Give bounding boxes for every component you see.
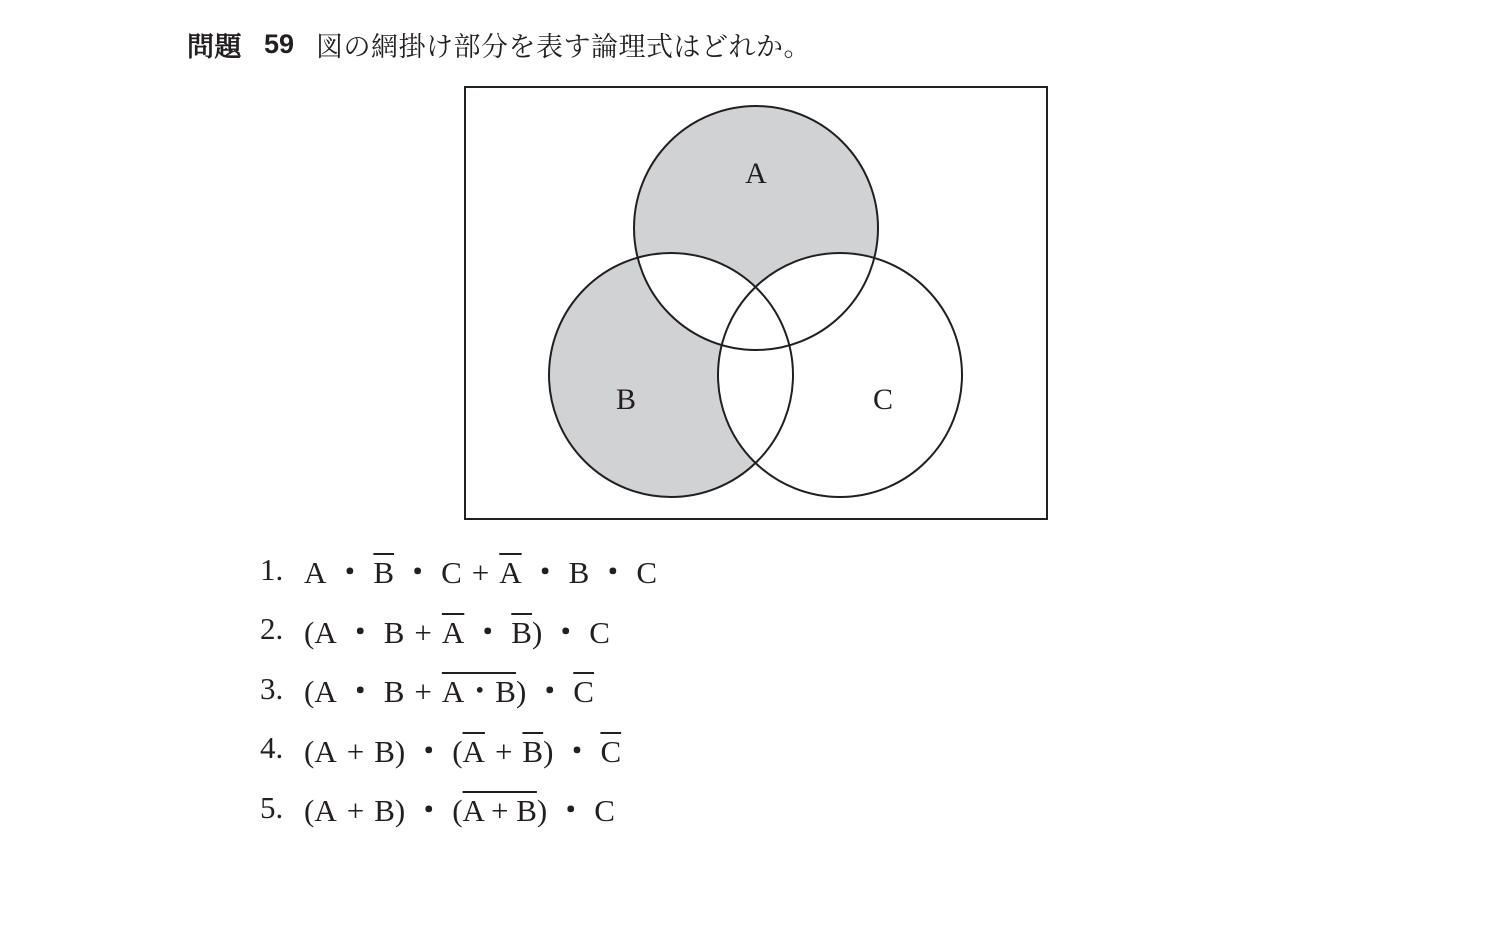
formula-paren: ( — [452, 733, 463, 769]
formula-term: A — [314, 793, 337, 829]
question-label: 問題 — [187, 31, 242, 63]
option-formula — [304, 607, 610, 652]
formula-negated-term: $\overline{A}$ — [462, 733, 485, 769]
formula-paren: ) — [536, 793, 548, 829]
formula-operator-and: ・ — [402, 555, 434, 591]
formula-term: C — [594, 793, 615, 829]
set-label-a: A — [745, 157, 767, 190]
formula-operator-plus: + — [346, 733, 365, 769]
option-number: 5. — [260, 789, 284, 825]
formula-operator-and: ・ — [555, 793, 587, 829]
formula-negated-term: $\overline{B}$ — [511, 614, 532, 650]
formula-operator-plus: + — [346, 793, 365, 829]
formula-paren: ) — [394, 733, 406, 769]
formula-paren: ) — [543, 733, 554, 769]
formula-paren: ( — [304, 614, 315, 650]
formula-operator-plus: + — [471, 555, 490, 591]
formula-term: A — [304, 555, 327, 591]
formula-term: C — [636, 555, 658, 591]
set-label-c: C — [872, 383, 894, 416]
option-formula — [304, 785, 615, 830]
formula-operator-and: ・ — [344, 614, 376, 650]
formula-term: A — [314, 614, 337, 650]
formula-negated-term: $\overline{A}$ — [499, 555, 522, 591]
formula-term: A — [314, 733, 337, 769]
option-number: 3. — [260, 670, 284, 706]
shaded-region-b-only — [549, 253, 793, 497]
option-formula — [304, 666, 594, 711]
formula-negated-term: A・B — [441, 674, 516, 710]
answer-option-4[interactable] — [260, 719, 657, 779]
formula-negated-term: $\overline{B}$ — [373, 555, 395, 591]
formula-operator-and: ・ — [344, 674, 376, 710]
venn-diagram — [464, 86, 1048, 520]
question-header — [187, 24, 811, 64]
formula-term: B — [383, 614, 405, 650]
formula-term: B — [568, 555, 590, 591]
formula-negated-term: $\overline{B}$ — [522, 733, 544, 769]
option-number: 2. — [260, 611, 284, 647]
formula-term: B — [374, 793, 395, 829]
formula-operator-and: ・ — [472, 614, 504, 650]
formula-term: B — [374, 733, 395, 769]
set-label-b: B — [615, 383, 637, 416]
formula-operator-and: ・ — [534, 674, 566, 710]
formula-term: C — [589, 614, 610, 650]
answer-option-1[interactable] — [260, 540, 657, 600]
question-number: 59 — [264, 28, 295, 59]
answer-option-3[interactable] — [260, 659, 657, 719]
formula-term: C — [441, 555, 462, 591]
formula-operator-and: ・ — [550, 614, 582, 650]
formula-operator-and: ・ — [413, 793, 445, 829]
option-formula — [304, 547, 657, 592]
formula-operator-and: ・ — [597, 555, 629, 591]
formula-operator-plus: + — [494, 733, 513, 769]
answer-option-5[interactable] — [260, 778, 657, 838]
option-number: 1. — [260, 551, 284, 587]
formula-negated-term: $\overline{C}$ — [573, 674, 594, 710]
formula-paren: ) — [531, 614, 543, 650]
formula-operator-and: ・ — [529, 555, 561, 591]
formula-operator-and: ・ — [334, 555, 366, 591]
option-number: 4. — [260, 730, 284, 766]
formula-term: A — [314, 674, 337, 710]
formula-operator-plus: + — [414, 674, 432, 710]
answer-options — [260, 540, 657, 838]
formula-negated-term: $\overline{C}$ — [600, 733, 622, 769]
formula-operator-and: ・ — [561, 733, 593, 769]
formula-paren: ( — [452, 793, 463, 829]
formula-paren: ) — [394, 793, 406, 829]
formula-negated-term: $\overline{A}$ — [441, 614, 465, 650]
venn-diagram-svg — [464, 86, 1048, 520]
answer-option-2[interactable] — [260, 600, 657, 660]
formula-operator-and: ・ — [413, 733, 445, 769]
formula-term: B — [383, 674, 405, 710]
formula-negated-term: A + B — [462, 793, 537, 829]
formula-paren: ( — [304, 793, 315, 829]
option-formula — [304, 726, 621, 771]
question-text: 図の網掛け部分を表す論理式はどれか。 — [316, 31, 812, 63]
formula-paren: ( — [304, 674, 315, 710]
formula-paren: ) — [515, 674, 527, 710]
formula-paren: ( — [304, 733, 315, 769]
formula-operator-plus: + — [414, 614, 432, 650]
